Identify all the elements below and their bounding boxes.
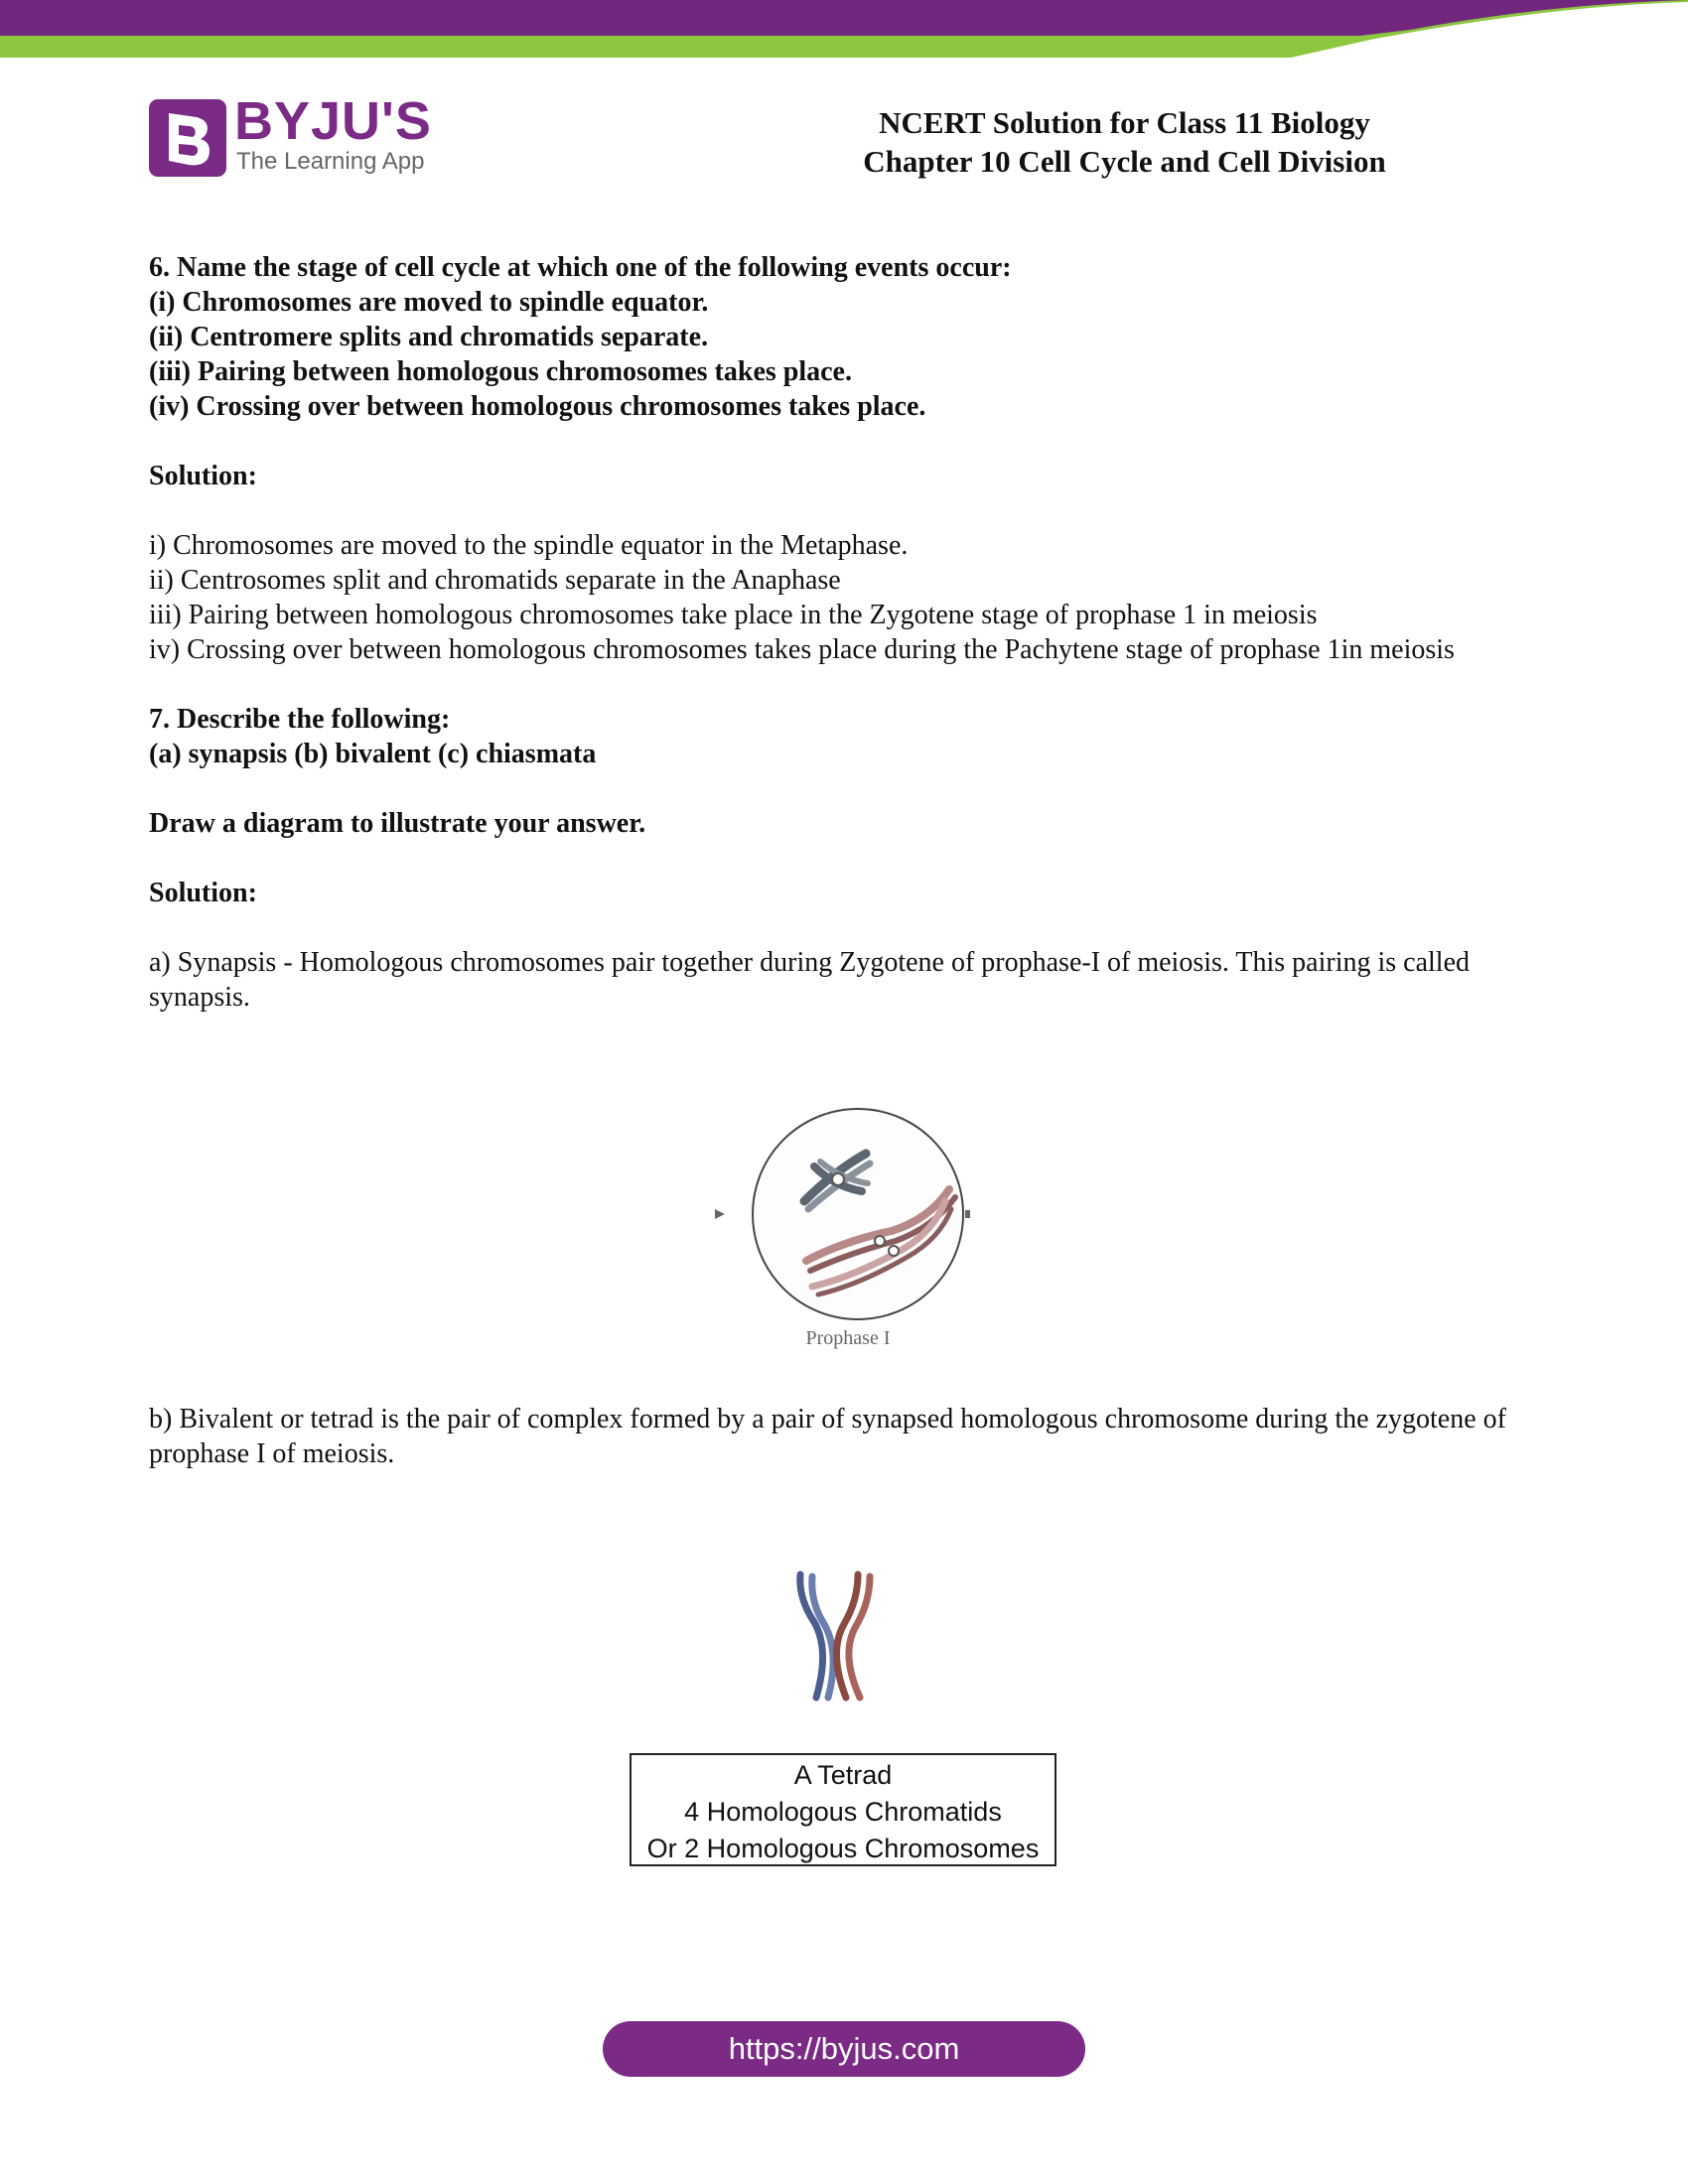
- question-6-item: (iv) Crossing over between homologous chromosomes takes place.: [149, 391, 926, 422]
- title-line-2: Chapter 10 Cell Cycle and Cell Division: [863, 144, 1386, 179]
- footer-url-link[interactable]: https://byjus.com: [603, 2021, 1085, 2077]
- tetrad-label-box: [630, 1753, 1056, 1866]
- tetrad-diagram: [616, 1559, 1072, 1886]
- solution-label-7: Solution:: [149, 878, 257, 908]
- answer-6-item: iii) Pairing between homologous chromosomes take place in the Zygotene stage of prophase 1 in meiosis: [149, 600, 1318, 630]
- logo-b-icon: [149, 99, 226, 177]
- document-title: [824, 103, 1425, 181]
- question-6-item: (iii) Pairing between homologous chromosomes takes place.: [149, 356, 852, 387]
- answer-7a: a) Synapsis - Homologous chromosomes pair together during Zygotene of prophase-I of meiosis. This pairing is called synapsis.: [149, 947, 1470, 1013]
- tetrad-chromatids-illustration: [616, 1559, 1072, 1747]
- question-7-instruction: Draw a diagram to illustrate your answer.: [149, 808, 646, 839]
- spindle-pole-marker-right: [965, 1210, 970, 1218]
- prophase-cell-illustration: [695, 1092, 993, 1370]
- title-line-1: NCERT Solution for Class 11 Biology: [879, 105, 1370, 140]
- tetrad-label-line: Or 2 Homologous Chromosomes: [646, 1834, 1040, 1863]
- tetrad-label-line: A Tetrad: [793, 1760, 893, 1790]
- question-6-item: (ii) Centromere splits and chromatids separate.: [149, 322, 709, 352]
- spindle-pole-marker-left: [715, 1209, 725, 1219]
- question-6: 6. Name the stage of cell cycle at which one of the following events occur:: [149, 252, 1012, 283]
- question-6-item: (i) Chromosomes are moved to spindle equator.: [149, 287, 709, 318]
- solution-label-6: Solution:: [149, 461, 257, 491]
- purple-band: [0, 0, 1688, 36]
- chromatid-red-2: [849, 1576, 870, 1698]
- brand-tagline: The Learning App: [236, 148, 425, 175]
- question-7-parts: (a) synapsis (b) bivalent (c) chiasmata: [149, 739, 597, 769]
- header-color-bands: [0, 0, 1688, 69]
- brand-name: BYJU'S: [234, 91, 432, 151]
- answer-6-item: iv) Crossing over between homologous chromosomes takes place during the Pachytene stage of prophase 1in meiosis: [149, 634, 1455, 665]
- answer-7b: b) Bivalent or tetrad is the pair of complex formed by a pair of synapsed homologous chromosome during the zygotene of prophase I of meiosis.: [149, 1404, 1506, 1469]
- answer-6-item: ii) Centrosomes split and chromatids separate in the Anaphase: [149, 565, 841, 596]
- tetrad-label-line: 4 Homologous Chromatids: [684, 1797, 1002, 1827]
- byjus-logo: [149, 91, 437, 182]
- prophase-diagram: [695, 1092, 993, 1370]
- question-7: 7. Describe the following:: [149, 704, 451, 735]
- answer-6-item: i) Chromosomes are moved to the spindle equator in the Metaphase.: [149, 530, 909, 561]
- prophase-caption: Prophase I: [805, 1327, 891, 1349]
